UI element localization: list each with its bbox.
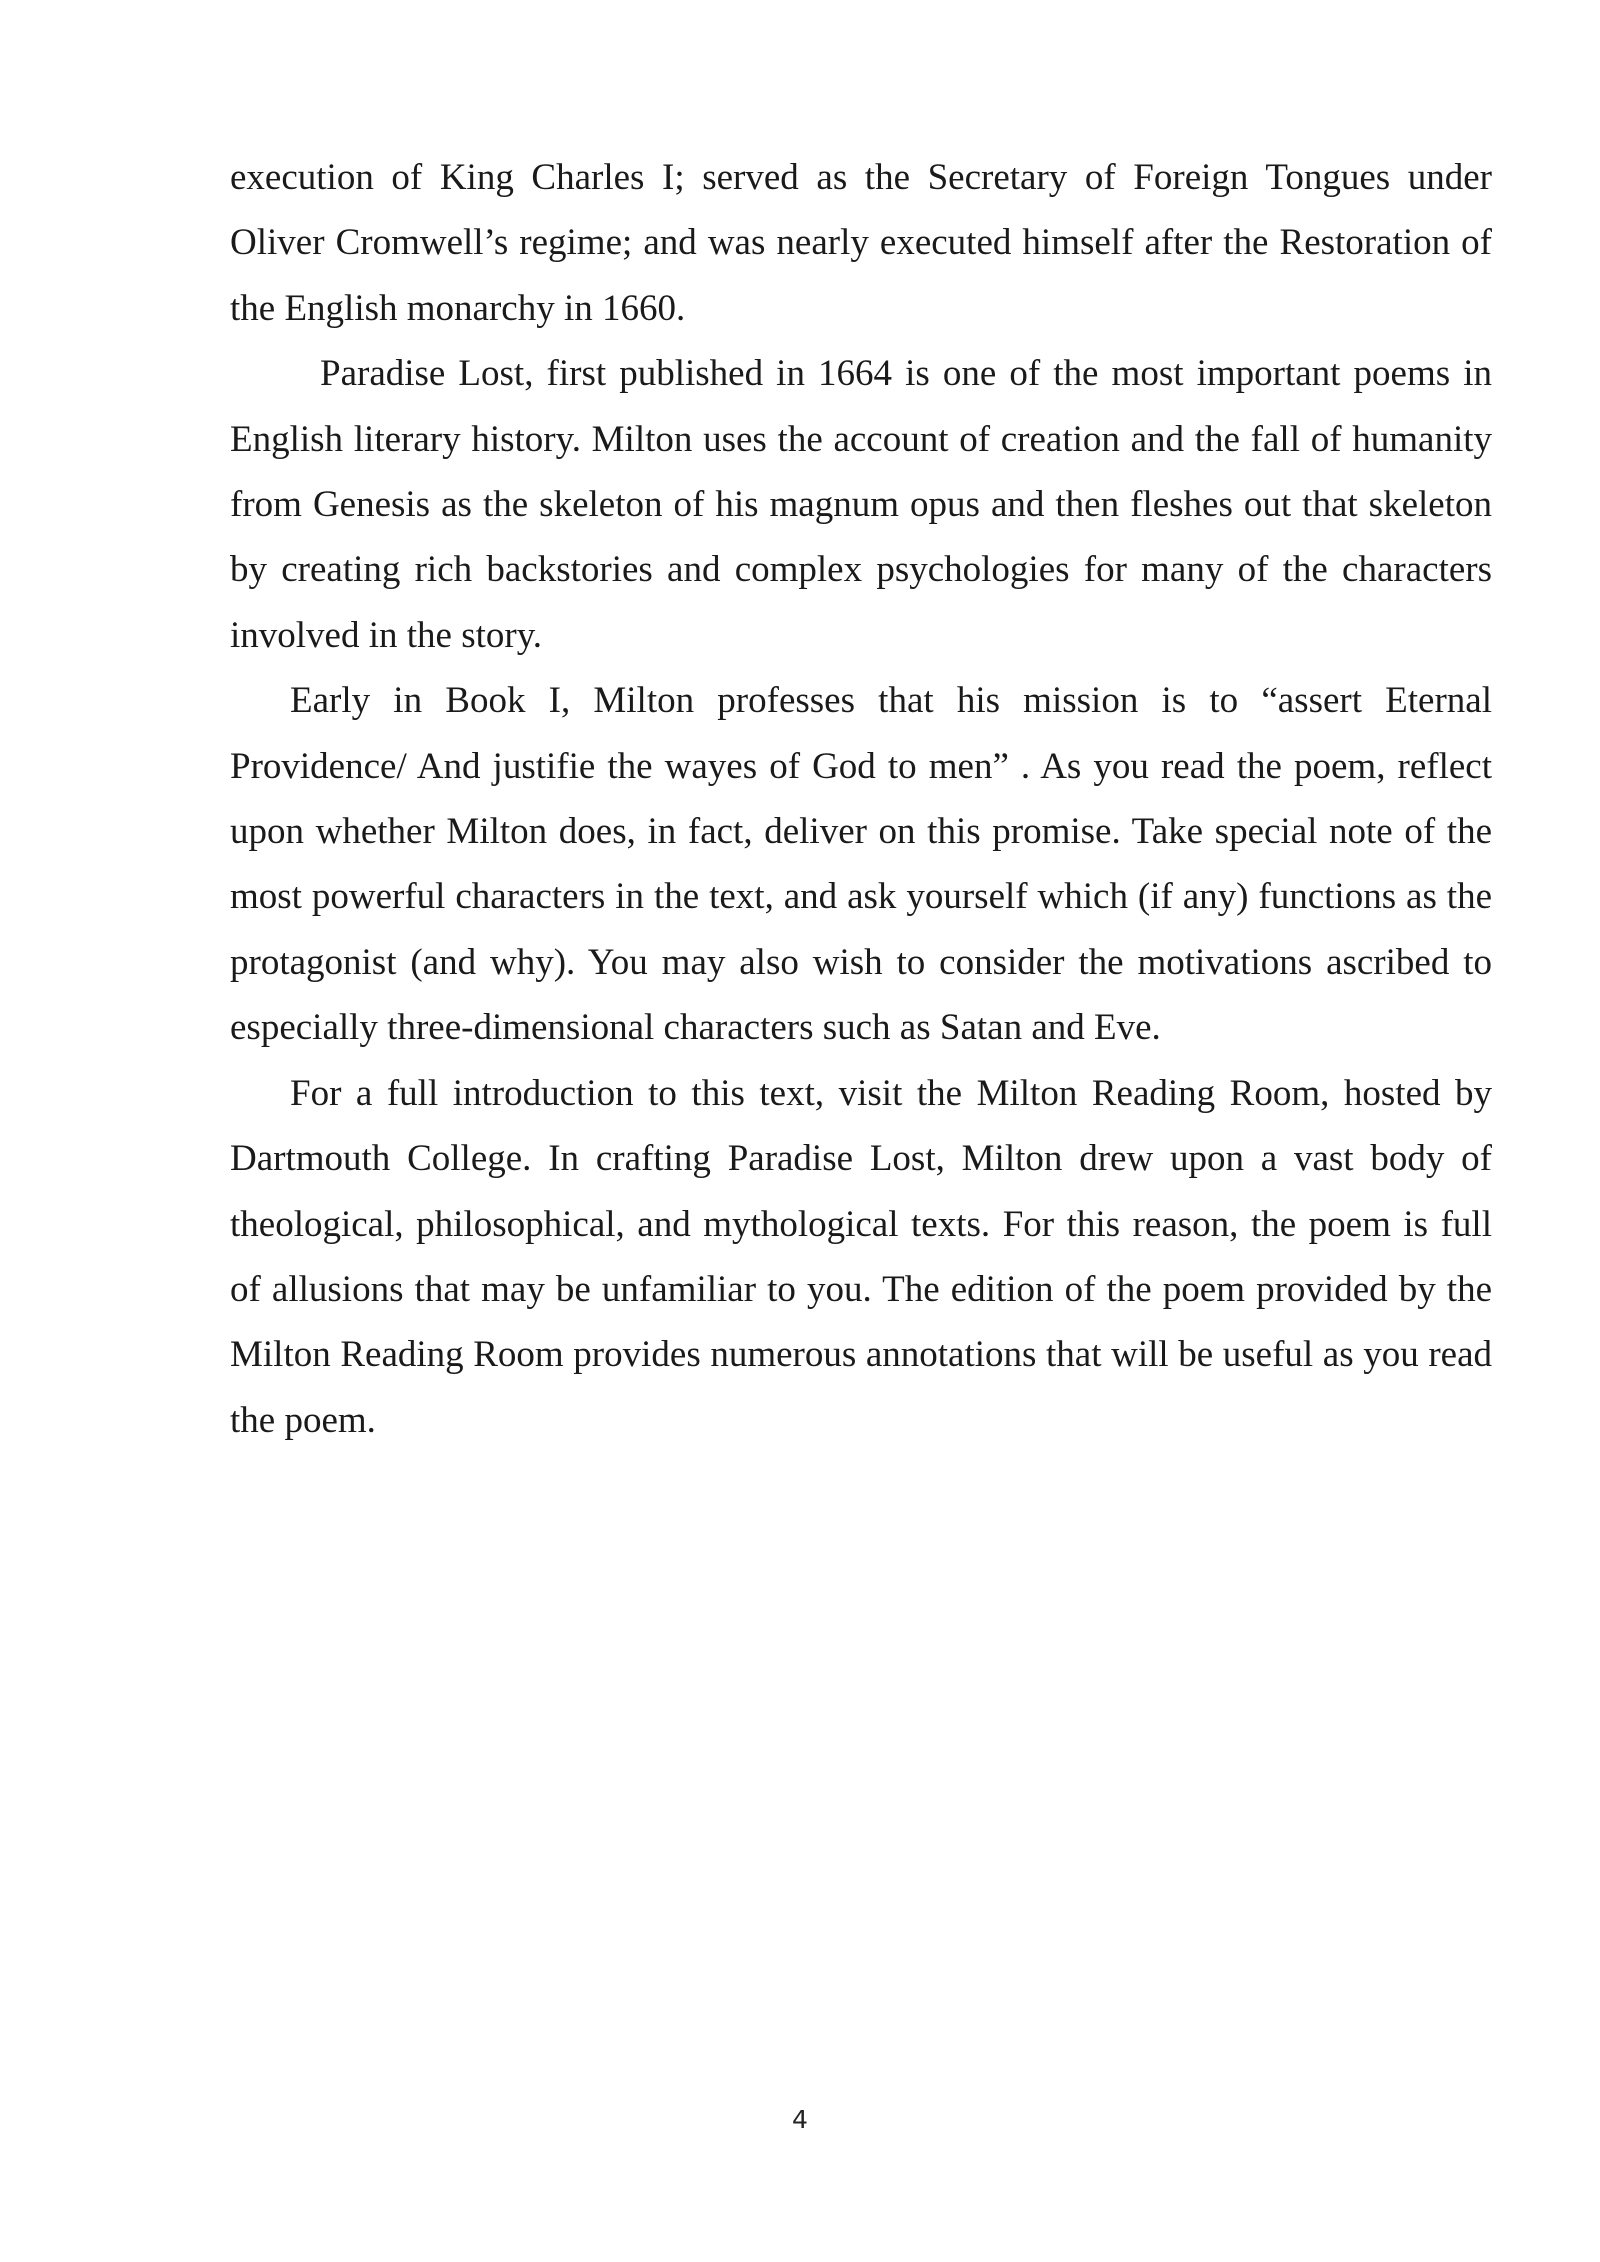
paragraph-milton-mission: Early in Book I, Milton professes that his mission is to “assert Eternal Providence/ And justifie the wayes of God to men” . As you read the poem, reflect upon whether Milton does, in fact, deliver on this promise. Take special note of the most powerful characters in the text, and ask yourself which (if any) functions as the protagonist (and why). You may also wish to consider the motivations ascribed to especially three-dimensional characters such as Satan and Eve. (230, 680, 1492, 1049)
paragraph-reading-room: For a full introduction to this text, visit the Milton Reading Room, hosted by Dartmouth College. In crafting Paradise Lost, Milton drew upon a vast body of theological, philosophical, and mythological texts. For this reason, the poem is full of allusions that may be unfamiliar to you. The edition of the poem provided by the Milton Reading Room provides numerous annotations that will be useful as you read the poem. (230, 1072, 1492, 1441)
paragraph-paradise-lost-intro: Paradise Lost, first published in 1664 is one of the most important poems in English literary history. Milton uses the account of creation and the fall of humanity from Genesis as the skeleton of his magnum opus and then fleshes out that skeleton by creating rich backstories and complex psychologies for many of the characters involved in the story. (230, 353, 1492, 656)
body-text (230, 145, 1492, 1453)
page-number: 4 (792, 2105, 808, 2134)
paragraph-continuation: execution of King Charles I; served as the Secretary of Foreign Tongues under Oliver Cromwell’s regime; and was nearly executed himself after the Restoration of the English monarchy in 1660. (230, 157, 1492, 329)
